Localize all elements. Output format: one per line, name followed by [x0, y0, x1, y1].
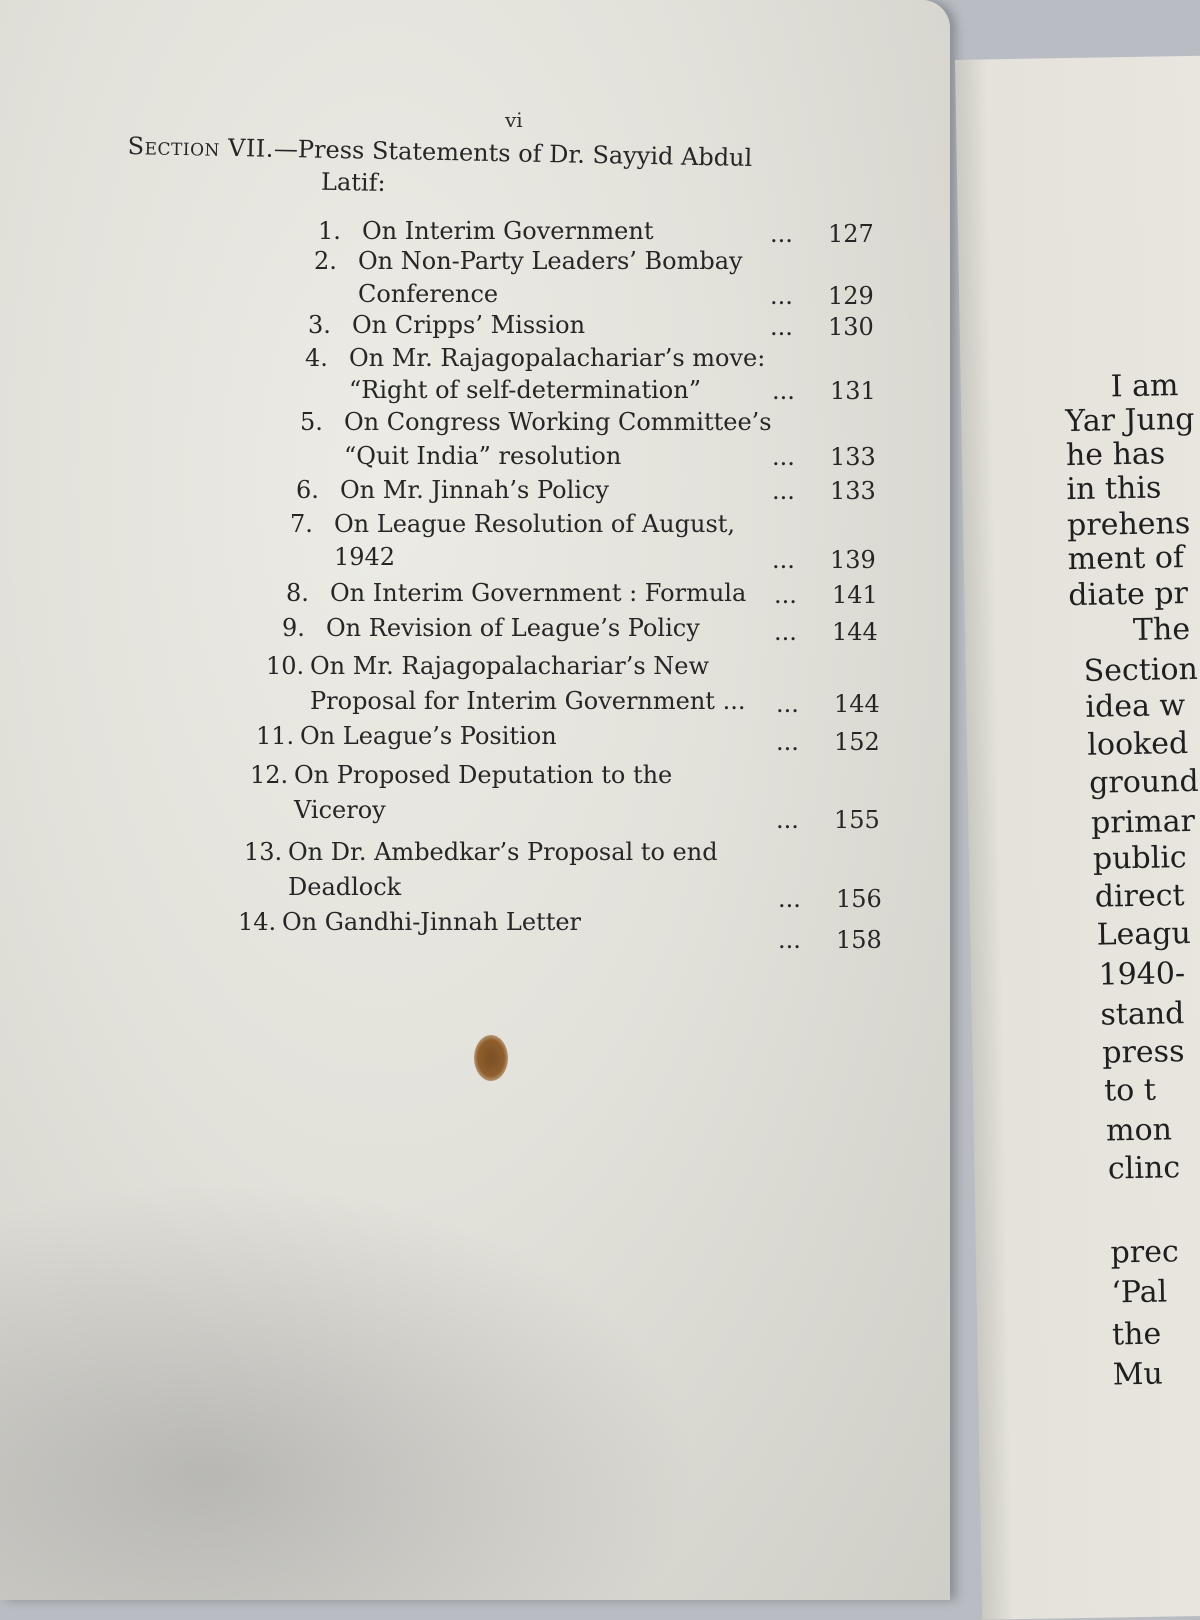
toc-page-number: 144 — [834, 690, 880, 718]
right-page-line: the — [1111, 1316, 1162, 1353]
right-page-line: ment of — [1067, 540, 1185, 578]
toc-entry-title-continued — [310, 685, 745, 717]
right-page-line: he has — [1065, 436, 1166, 474]
right-page-line: The — [1132, 611, 1191, 648]
right-page-line: primar — [1090, 803, 1196, 841]
ink-stain — [474, 1035, 508, 1081]
toc-entry-title — [318, 215, 653, 247]
right-page-line: prehens — [1066, 505, 1191, 544]
toc-entry-number: 3. — [308, 311, 331, 339]
toc-entry-title-continued — [358, 278, 498, 310]
toc-entry-number: 5. — [300, 408, 323, 436]
toc-leader-dots: ... — [770, 313, 793, 341]
right-page-line: ground — [1088, 763, 1199, 801]
toc-entry-title-continued — [294, 794, 386, 826]
toc-entry-title — [296, 474, 609, 506]
right-page-line: to t — [1103, 1072, 1157, 1109]
toc-leader-dots: ... — [778, 885, 801, 913]
toc-entry-title — [314, 245, 743, 277]
toc-entry-text: On Mr. Rajagopalachariar’s New — [310, 652, 710, 680]
toc-entry-title-continued — [288, 871, 401, 903]
toc-entry-title — [244, 836, 718, 868]
toc-page-number: 155 — [834, 806, 880, 834]
right-page-line: in this — [1066, 470, 1162, 508]
right-page — [955, 55, 1200, 1619]
toc-entry-text: On League Resolution of August, — [334, 510, 736, 538]
toc-entry-number: 9. — [282, 614, 305, 642]
toc-page-number: 144 — [832, 618, 878, 646]
right-page-line: clinc — [1107, 1150, 1181, 1187]
toc-entry-number: 8. — [286, 579, 309, 607]
toc-entry-title — [282, 612, 700, 644]
toc-entry-text: On League’s Position — [300, 722, 557, 750]
toc-page-number: 158 — [836, 926, 882, 954]
toc-entry-text: On Gandhi-Jinnah Letter — [282, 908, 582, 936]
toc-leader-dots: ... — [772, 443, 795, 471]
toc-entry-text: On Cripps’ Mission — [352, 311, 586, 339]
right-page-line: press — [1102, 1034, 1185, 1071]
toc-entry-number: 14. — [238, 908, 277, 936]
right-page-line: idea w — [1085, 688, 1186, 725]
right-page-line: direct — [1094, 878, 1185, 915]
toc-entry-number: 12. — [250, 761, 289, 789]
right-page-line: looked — [1087, 726, 1189, 763]
toc-entry-title — [290, 508, 735, 540]
toc-page-number: 133 — [830, 443, 876, 471]
section-title-continued: Latif: — [320, 167, 386, 197]
toc-page-number: 141 — [832, 581, 878, 609]
page-number: vi — [505, 108, 523, 132]
toc-entry-text: “Quit India” resolution — [344, 442, 622, 470]
toc-entry-title-continued — [349, 374, 701, 406]
toc-entry-text: On Mr. Rajagopalachariar’s move: — [349, 344, 766, 372]
toc-entry-text: On Revision of League’s Policy — [326, 614, 700, 642]
right-page-line: public — [1092, 840, 1187, 877]
toc-leader-dots: ... — [772, 546, 795, 574]
toc-leader-dots: ... — [774, 618, 797, 646]
toc-leader-dots: ... — [772, 377, 795, 405]
toc-entry-text: Viceroy — [294, 796, 386, 824]
right-page-line: Section — [1083, 651, 1199, 689]
toc-entry-number: 13. — [244, 838, 283, 866]
toc-entry-number: 4. — [305, 344, 328, 372]
toc-entry-text: “Right of self-determination” — [349, 376, 701, 404]
toc-leader-dots: ... — [776, 806, 799, 834]
toc-entry-title-continued — [344, 440, 621, 472]
toc-entry-title — [300, 406, 772, 438]
toc-entry-text: Deadlock — [288, 873, 402, 901]
toc-entry-text: On Interim Government — [362, 217, 654, 245]
toc-entry-title — [308, 309, 585, 341]
toc-entry-number: 11. — [256, 722, 295, 750]
right-page-line: prec — [1110, 1234, 1180, 1271]
right-page-line: Leagu — [1096, 916, 1192, 953]
toc-entry-text: On Proposed Deputation to the — [294, 761, 673, 789]
toc-entry-title — [266, 650, 709, 682]
toc-leader-dots: ... — [776, 728, 799, 756]
section-title: —Press Statements of Dr. Sayyid Abdul — [273, 134, 753, 172]
right-page-line: I am — [1110, 368, 1179, 405]
toc-leader-dots: ... — [770, 220, 793, 248]
toc-page-number: 156 — [836, 885, 882, 913]
toc-entry-title — [305, 342, 765, 374]
toc-entry-number: 6. — [296, 476, 319, 504]
right-page-line: stand — [1100, 996, 1185, 1033]
toc-entry-number: 2. — [314, 247, 337, 275]
toc-entry-title — [286, 577, 746, 609]
toc-entry-text: On Interim Government : Formula — [330, 579, 747, 607]
toc-entry-text: Conference — [358, 280, 499, 308]
toc-entry-text: Proposal for Interim Government ... — [310, 687, 746, 715]
section-label: Section VII. — [127, 131, 275, 163]
toc-page-number: 152 — [834, 728, 880, 756]
toc-page-number: 139 — [830, 546, 876, 574]
toc-leader-dots: ... — [770, 282, 793, 310]
toc-entry-title — [238, 906, 581, 938]
toc-entry-text: On Congress Working Committee’s — [344, 408, 772, 436]
toc-page-number: 127 — [828, 220, 874, 248]
toc-entry-number: 7. — [290, 510, 313, 538]
toc-entry-text: On Dr. Ambedkar’s Proposal to end — [288, 838, 718, 866]
right-page-line: ‘Pal — [1111, 1274, 1168, 1311]
right-page-line: Mu — [1112, 1356, 1164, 1393]
toc-entry-text: 1942 — [334, 543, 396, 571]
right-page-line: mon — [1105, 1112, 1173, 1149]
toc-entry-text: On Non-Party Leaders’ Bombay — [358, 247, 743, 275]
toc-entry-number: 10. — [266, 652, 305, 680]
toc-entry-title-continued — [334, 541, 395, 573]
toc-entry-text: On Mr. Jinnah’s Policy — [340, 476, 609, 504]
toc-leader-dots: ... — [776, 690, 799, 718]
toc-page-number: 131 — [830, 377, 876, 405]
toc-page-number: 129 — [828, 282, 874, 310]
toc-page-number: 133 — [830, 477, 876, 505]
toc-leader-dots: ... — [772, 477, 795, 505]
toc-leader-dots: ... — [778, 926, 801, 954]
toc-entry-title — [250, 759, 672, 791]
right-page-line: diate pr — [1068, 576, 1189, 614]
toc-page-number: 130 — [828, 313, 874, 341]
right-page-line: Yar Jung — [1065, 401, 1195, 440]
toc-entry-title — [256, 720, 557, 752]
right-page-line: 1940- — [1098, 956, 1186, 993]
toc-entry-number: 1. — [318, 217, 341, 245]
toc-leader-dots: ... — [774, 581, 797, 609]
